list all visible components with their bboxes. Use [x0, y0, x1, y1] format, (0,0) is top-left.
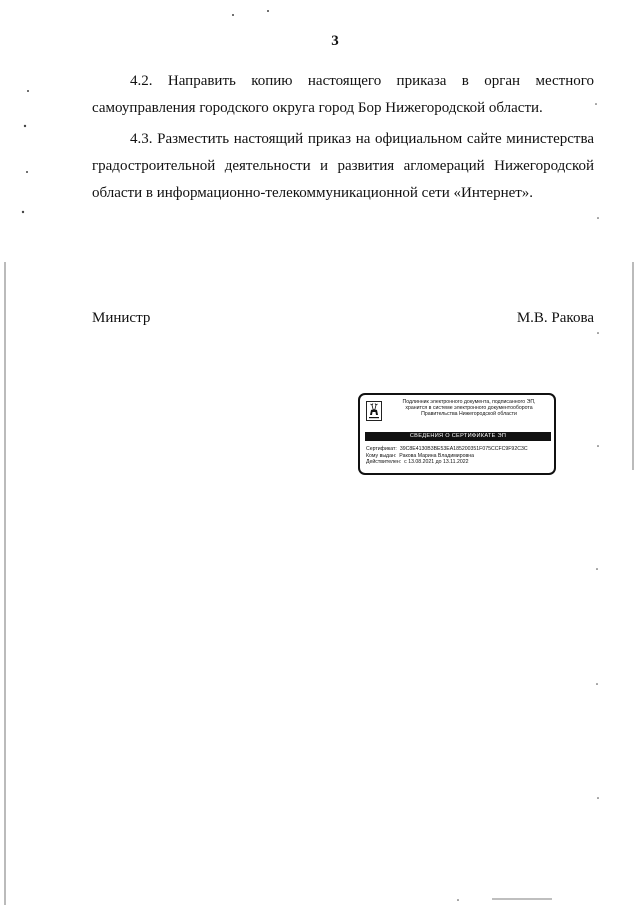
certificate-details	[366, 446, 552, 466]
paragraph-4-3: 4.3. Разместить настоящий приказ на официальном сайте министерства градостроительной деятельности и развития агломераций Нижегородской области в информационно-телекоммуникационной сети «Интернет».	[92, 131, 594, 201]
page-number: 3	[331, 33, 339, 49]
stamp-header-line: Подлинник электронного документа, подписанного ЭП,	[402, 399, 536, 405]
certificate-label: Сертификат:	[366, 446, 397, 452]
validity-row	[366, 459, 552, 466]
validity-label: Действителен:	[366, 459, 402, 466]
signatory-name: М.В. Ракова	[516, 310, 594, 326]
issued-to-value: Ракова Марина Владимировна	[399, 452, 474, 459]
nizhny-novgorod-deer-emblem-icon	[366, 401, 382, 421]
certificate-value: 39C8E4130B3BE53EA185200351F075CCFC9F92C3C	[399, 446, 528, 452]
signatory-title: Министр	[92, 310, 151, 326]
stamp-header	[386, 399, 552, 418]
electronic-signature-stamp	[358, 393, 556, 475]
issued-to-label: Кому выдан:	[366, 452, 397, 459]
stamp-header-line: хранится в системе электронного документооборота	[405, 405, 533, 412]
certificate-row	[366, 446, 552, 453]
certificate-info-bar: СВЕДЕНИЯ О СЕРТИФИКАТЕ ЭП	[365, 432, 551, 441]
validity-value: с 13.08.2021 до 13.11.2022	[404, 459, 469, 466]
stamp-header-line: Правительства Нижегородской области	[421, 411, 517, 418]
paragraph-4-2: 4.2. Направить копию настоящего приказа в орган местного самоуправления городского округа город Бор Нижегородской области.	[92, 73, 594, 116]
